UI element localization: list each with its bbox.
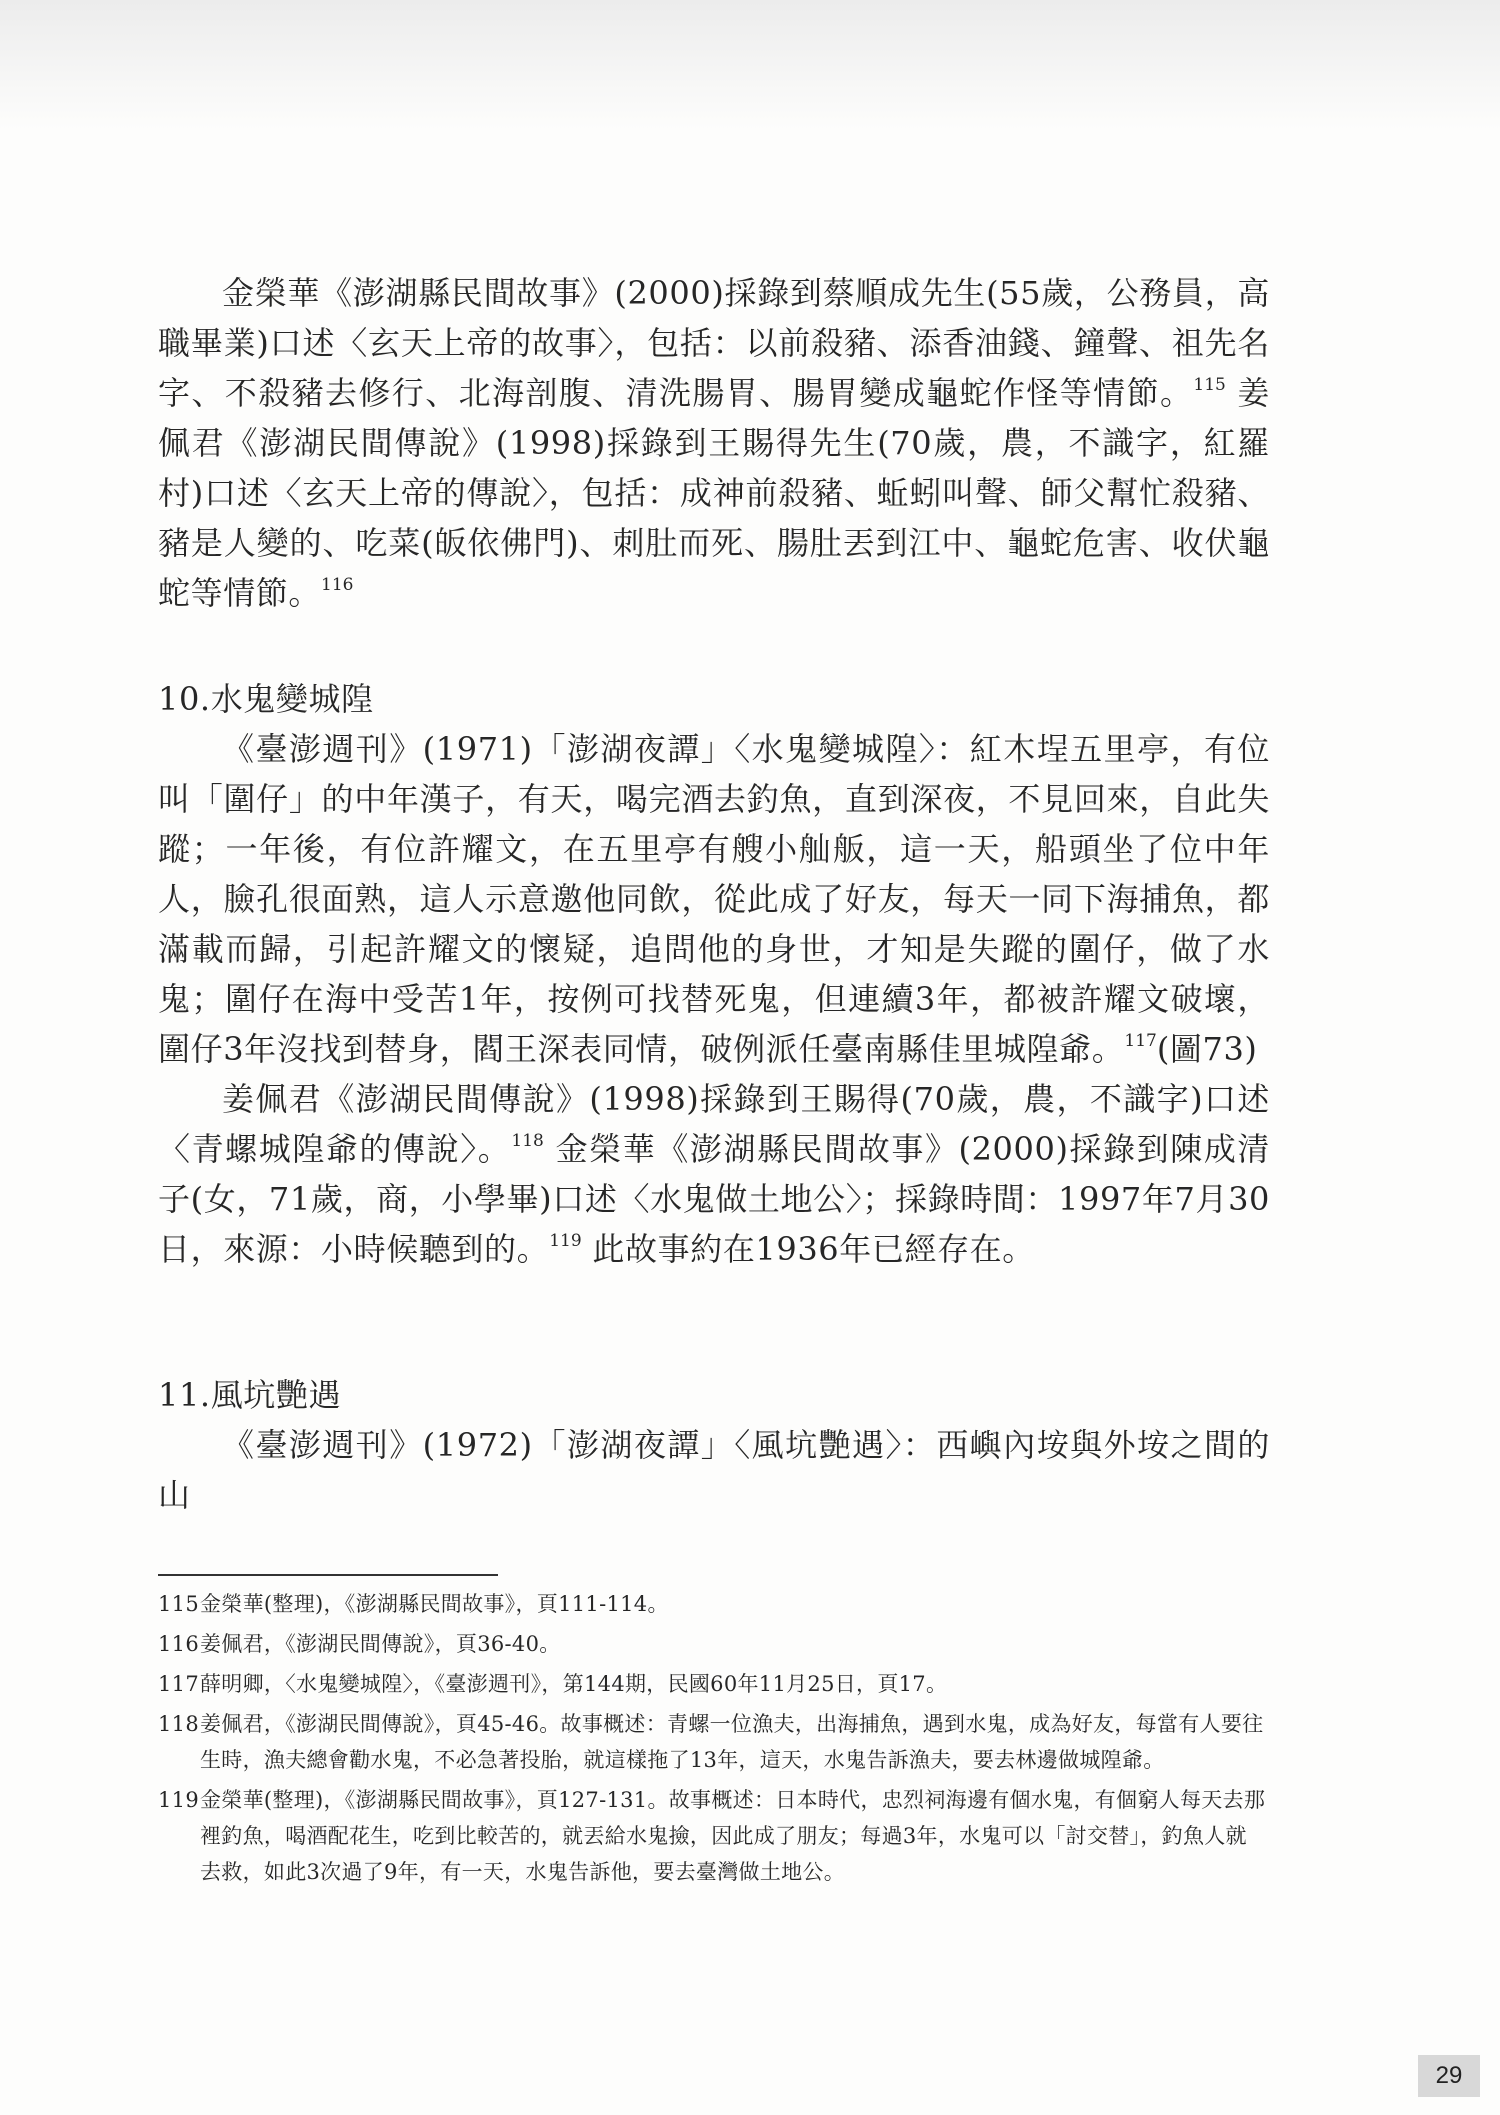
footnote-number: 118 (158, 1712, 199, 1736)
footnote: 117 薛明卿，〈水鬼變城隍〉，《臺澎週刊》，第144期，民國60年11月25日，頁17。 (158, 1666, 1268, 1702)
footnote: 115 金榮華(整理)，《澎湖縣民間故事》，頁111-114。 (158, 1586, 1268, 1622)
section-heading: 10.水鬼變城隍 (158, 680, 374, 718)
footnote: 118 姜佩君，《澎湖民間傳說》，頁45-46。故事概述：青螺一位漁夫，出海捕魚，遇到水鬼，成為好友，每當有人要往生時，漁夫總會勸水鬼，不必急著投胎，就這樣拖了13年，這天，水鬼告訴漁夫，要去林邊做城隍爺。 (158, 1706, 1268, 1778)
footnote-number: 116 (158, 1632, 199, 1656)
paragraph: 《臺澎週刊》(1972)「澎湖夜譚」〈風坑艷遇〉：西嶼內垵與外垵之間的山 (158, 1426, 1270, 1514)
footnote-number: 119 (158, 1788, 199, 1812)
footnote-ref[interactable]: 115 (1193, 375, 1226, 395)
section-water-ghost (158, 674, 1270, 1274)
footnote-ref[interactable]: 117 (1124, 1031, 1157, 1051)
footnote-ref[interactable]: 119 (549, 1231, 582, 1251)
footnote-number: 117 (158, 1672, 199, 1696)
section-wind-pit (158, 1370, 1270, 1520)
paragraph: 《臺澎週刊》(1971)「澎湖夜譚」〈水鬼變城隍〉：紅木埕五里亭，有位叫「圍仔」的中年漢子，有天，喝完酒去釣魚，直到深夜，不見回來，自此失蹤；一年後，有位許耀文，在五里亭有艘小舢舨，這一天，船頭坐了位中年人，臉孔很面熟，這人示意邀他同飲，從此成了好友，每天一同下海捕魚，都滿載而歸，引起許耀文的懷疑，追問他的身世，才知是失蹤的圍仔，做了水鬼；圍仔在海中受苦1年，按例可找替死鬼，但連續3年，都被許耀文破壞，圍仔3年沒找到替身，閻王深表同情，破例派任臺南縣佳里城隍爺。$^{117}$(圖73) (158, 730, 1270, 1068)
scan-shadow (0, 0, 1500, 130)
figure-ref: (圖73) (1156, 1030, 1258, 1068)
footnote-ref[interactable]: 118 (511, 1131, 544, 1151)
footnote: 116 姜佩君，《澎湖民間傳說》，頁36-40。 (158, 1626, 1268, 1662)
footnote-number: 115 (158, 1592, 199, 1616)
footnote-ref[interactable]: 116 (321, 575, 354, 595)
footnote: 119 金榮華(整理)，《澎湖縣民間故事》，頁127-131。故事概述：日本時代，忠烈祠海邊有個水鬼，有個窮人每天去那裡釣魚，喝酒配花生，吃到比較苦的，就丟給水鬼撿，因此成了朋友；每過3年，水鬼可以「討交替」，釣魚人就去救，如此3次過了9年，有一天，水鬼告訴他，要去臺灣做土地公。 (158, 1782, 1268, 1890)
paragraph: 姜佩君《澎湖民間傳說》(1998)採錄到王賜得(70歲，農，不識字)口述〈青螺城隍爺的傳說〉。$^{118}$ 金榮華《澎湖縣民間故事》(2000)採錄到陳成清子(女，71歲，商，小學畢)口述〈水鬼做土地公〉；採錄時間：1997年7月30日，來源：小時候聽到的。$^{119}$ 此故事約在1936年已經存在。 (158, 1080, 1270, 1268)
section-xuantian (158, 268, 1270, 618)
page-number: 29 (1418, 2055, 1480, 2097)
footnote-divider (158, 1574, 498, 1576)
section-heading: 11.風坑艷遇 (158, 1376, 342, 1414)
paragraph: 金榮華《澎湖縣民間故事》(2000)採錄到蔡順成先生(55歲，公務員，高職畢業)口述〈玄天上帝的故事〉，包括：以前殺豬、添香油錢、鐘聲、祖先名字、不殺豬去修行、北海剖腹、清洗腸胃、腸胃變成龜蛇作怪等情節。$^{115}$ 姜佩君《澎湖民間傳說》(1998)採錄到王賜得先生(70歲，農，不識字，紅羅村)口述〈玄天上帝的傳說〉，包括：成神前殺豬、蚯蚓叫聲、師父幫忙殺豬、豬是人變的、吃菜(皈依佛門)、刺肚而死、腸肚丟到江中、龜蛇危害、收伏龜蛇等情節。$^{116}$ (158, 274, 1270, 612)
footnotes (158, 1586, 1268, 1894)
